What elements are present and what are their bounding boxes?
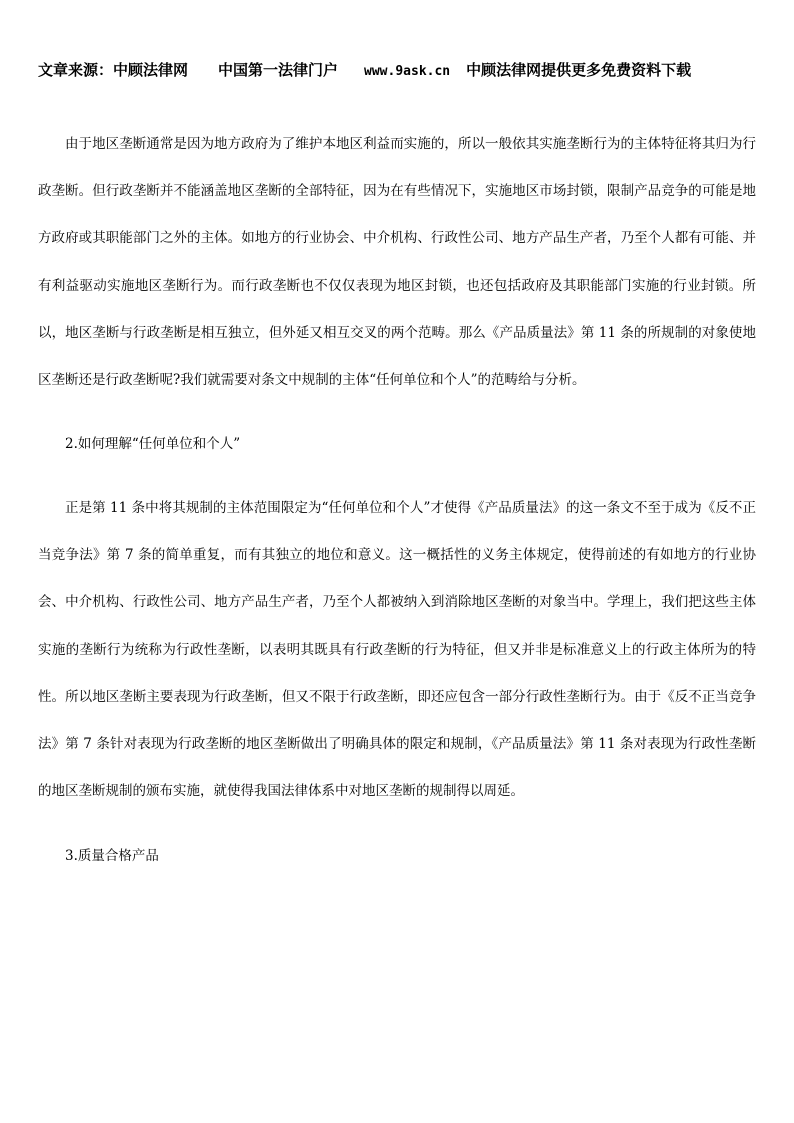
header-url-link[interactable]: www.9ask.cn xyxy=(364,64,451,79)
header-portal-name: 中国第一法律门户 xyxy=(218,61,339,79)
body-paragraph-1: 由于地区垄断通常是因为地方政府为了维护本地区利益而实施的，所以一般依其实施垄断行为的主体特征将其归为行政垄断。但行政垄断并不能涵盖地区垄断的全部特征，因为在有些情况下，实施地区市场封锁，限制产品竞争的可能是地方政府或其职能部门之外的主体。如地方的行业协会、中介机构、行政性公司、地方产品生产者，乃至个人都有可能、并有利益驱动实施地区垄断行为。而行政垄断也不仅仅表现为地区封锁，也还包括政府及其职能部门实施的行业封锁。所以，地区垄断与行政垄断是相互独立，但外延又相互交叉的两个范畴。那么《产品质量法》第 11 条的所规制的对象使地区垄断还是行政垄断呢?我们就需要对条文中规制的主体“任何单位和个人”的范畴给与分析。 xyxy=(38,136,756,389)
page-header xyxy=(38,59,768,83)
section-heading-3: 3.质量合格产品 xyxy=(65,848,159,864)
section-heading-2: 2.如何理解“任何单位和个人” xyxy=(65,436,241,452)
header-source-label: 文章来源：中顾法律网 xyxy=(38,61,189,79)
header-download-note: 中顾法律网提供更多免费资料下载 xyxy=(466,61,692,79)
body-paragraph-2: 正是第 11 条中将其规制的主体范围限定为“任何单位和个人”才使得《产品质量法》的这一条文不至于成为《反不正当竞争法》第 7 条的简单重复，而有其独立的地位和意义。这一概括性的义务主体规定，使得前述的有如地方的行业协会、中介机构、行政性公司、地方产品生产者，乃至个人都被纳入到消除地区垄断的对象当中。学理上，我们把这些主体实施的垄断行为统称为行政性垄断，以表明其既具有行政垄断的行为特征，但又并非是标准意义上的行政主体所为的特性。所以地区垄断主要表现为行政垄断，但又不限于行政垄断，即还应包含一部分行政性垄断行为。由于《反不正当竞争法》第 7 条针对表现为行政垄断的地区垄断做出了明确具体的限定和规制，《产品质量法》第 11 条对表现为行政性垄断的地区垄断规制的颁布实施，就使得我国法律体系中对地区垄断的规制得以周延。 xyxy=(38,500,756,800)
